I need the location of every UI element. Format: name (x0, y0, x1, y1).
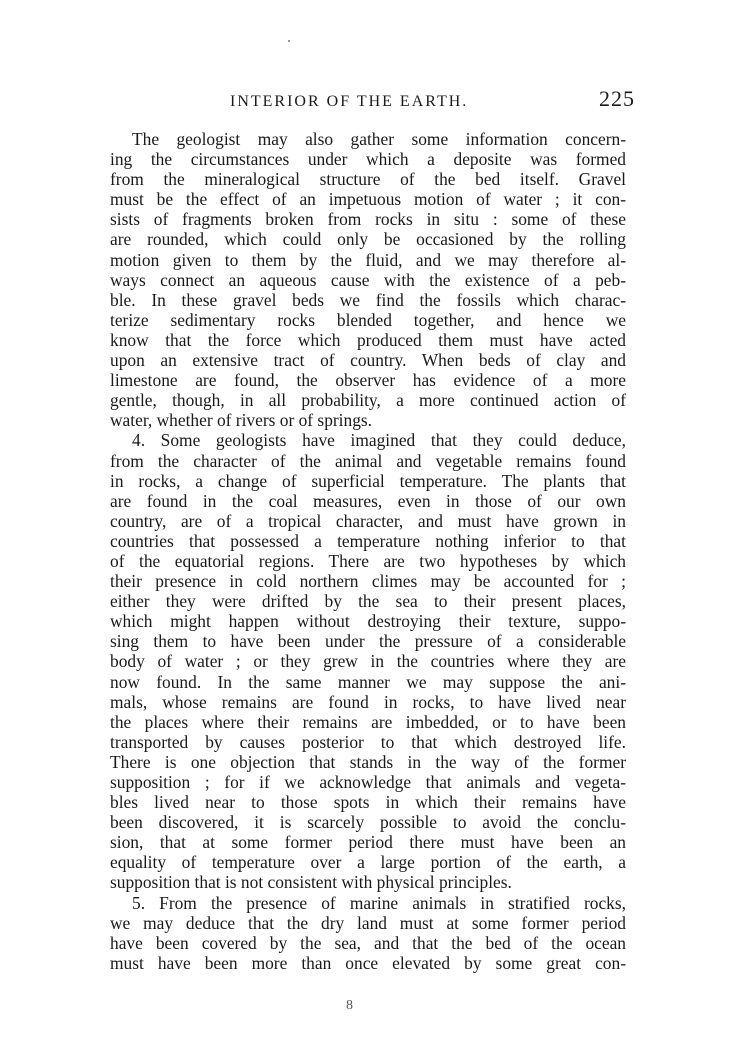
text-line: countries that possessed a temperature nothing inferior to that (110, 530, 626, 551)
text-line: which might happen without destroying their texture, suppo- (110, 611, 626, 632)
text-line: must be the effect of an impetuous motion of water ; it con- (110, 189, 626, 210)
text-line: from the character of the animal and vegetable remains found (110, 450, 626, 471)
text-line: of the equatorial regions. There are two hypotheses by which (110, 550, 626, 571)
text-line: sists of fragments broken from rocks in situ : some of these (110, 209, 626, 230)
text-line: 4. Some geologists have imagined that they could deduce, (132, 430, 626, 451)
text-line: have been covered by the sea, and that the bed of the ocean (110, 932, 626, 953)
text-line: The geologist may also gather some information concern- (132, 129, 626, 149)
signature-mark: 8 (346, 998, 354, 1013)
text-line: ing the circumstances under which a deposite was formed (110, 149, 626, 170)
text-line: water, whether of rivers or of springs. (110, 410, 373, 431)
page-header (110, 86, 635, 120)
page-number: 225 (599, 86, 635, 111)
text-line: supposition that is not consistent with physical principles. (110, 872, 512, 893)
text-line: either they were drifted by the sea to their present places, (110, 591, 626, 612)
text-line: country, are of a tropical character, and must have grown in (110, 510, 626, 531)
text-line: ble. In these gravel beds we find the fossils which charac- (110, 289, 626, 310)
text-line: mals, whose remains are found in rocks, to have lived near (110, 691, 626, 712)
text-line: are rounded, which could only be occasioned by the rolling (110, 229, 626, 250)
body-text (110, 129, 626, 973)
text-line: limestone are found, the observer has evidence of a more (110, 370, 626, 391)
text-line: gentle, though, in all probability, a more continued action of (110, 390, 626, 411)
text-line: sion, that at some former period there must have been an (110, 832, 626, 853)
text-line: bles lived near to those spots in which their remains have (110, 792, 626, 813)
text-line: are found in the coal measures, even in those of our own (110, 490, 626, 511)
text-line: know that the force which produced them must have acted (110, 329, 626, 350)
text-line: now found. In the same manner we may suppose the ani- (110, 671, 626, 692)
running-head: INTERIOR OF THE EARTH. (230, 93, 469, 110)
text-line: upon an extensive tract of country. When beds of clay and (110, 350, 626, 371)
text-line: terize sedimentary rocks blended together, and hence we (110, 309, 626, 330)
text-line: 5. From the presence of marine animals in stratified rocks, (132, 892, 626, 913)
text-line: There is one objection that stands in the way of the former (110, 751, 626, 772)
text-line: their presence in cold northern climes may be accounted for ; (110, 571, 626, 592)
text-line: supposition ; for if we acknowledge that animals and vegeta- (110, 772, 626, 792)
text-line: body of water ; or they grew in the countries where they are (110, 651, 626, 672)
text-line: we may deduce that the dry land must at some former period (110, 912, 626, 933)
text-line: transported by causes posterior to that which destroyed life. (110, 731, 626, 752)
text-line: in rocks, a change of superficial temperature. The plants that (110, 470, 626, 491)
text-line: been discovered, it is scarcely possible to avoid the conclu- (110, 812, 626, 833)
text-line: ways connect an aqueous cause with the existence of a peb- (110, 269, 626, 290)
text-line: motion given to them by the fluid, and we may therefore al- (110, 249, 626, 270)
text-line: from the mineralogical structure of the bed itself. Gravel (110, 169, 626, 190)
text-line: must have been more than once elevated by some great con- (110, 952, 626, 973)
text-line: the places where their remains are imbedded, or to have been (110, 711, 626, 732)
text-line: equality of temperature over a large portion of the earth, a (110, 852, 626, 873)
paper-speck (288, 40, 290, 42)
text-line: sing them to have been under the pressure of a considerable (110, 631, 626, 652)
